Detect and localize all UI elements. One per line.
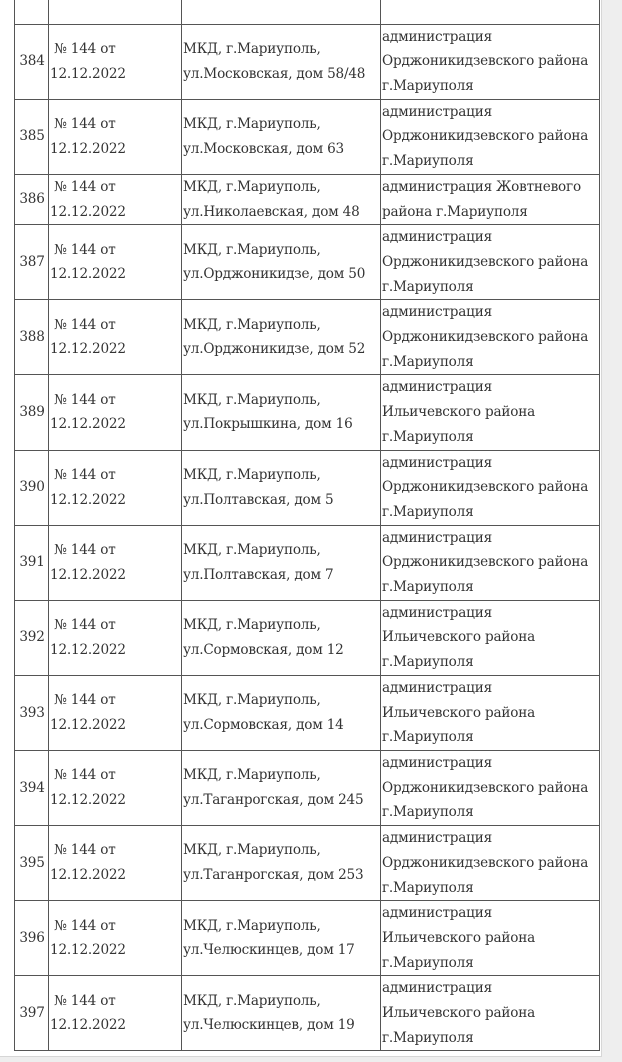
document-ref-cell [49,450,182,525]
address-street: ул.Челюскинцев, дом 19 [183,1017,355,1034]
administration-line: г.Мариуполя [382,278,474,295]
document-date: 12.12.2022 [50,867,126,884]
administration-line: г.Мариуполя [382,954,474,971]
administration-line: администрация [382,304,492,321]
document-ref-cell [49,225,182,300]
document-date: 12.12.2022 [50,566,126,583]
address-city: МКД, г.Мариуполь, [183,241,321,258]
address-cell [182,225,381,300]
document-date: 12.12.2022 [50,266,126,283]
address-street: ул.Николаевская, дом 48 [183,203,360,220]
table-row [15,174,600,224]
administration-line: Ильичевского района [382,929,535,946]
administration-line: администрация [382,754,492,771]
row-number-cell: 397 [15,976,49,1051]
address-cell [182,450,381,525]
table-row [15,600,600,675]
document-ref-cell [49,24,182,99]
registry-table-body [15,0,600,1051]
address-cell [182,826,381,901]
administration-line: Ильичевского района [382,629,535,646]
address-cell [182,0,381,24]
administration-line: администрация [382,830,492,847]
document-date: 12.12.2022 [50,792,126,809]
document-number: № 144 от [54,316,116,333]
administration-cell [381,525,600,600]
table-row [15,826,600,901]
document-number: № 144 от [54,917,116,934]
document-number: № 144 от [54,241,116,258]
document-number: № 144 от [54,617,116,634]
address-cell [182,99,381,174]
document-date: 12.12.2022 [50,65,126,82]
row-number-cell: 387 [15,225,49,300]
administration-line: Орджоникидзевского района [382,854,589,871]
administration-line: района г.Мариуполя [382,203,528,220]
row-number-cell: 384 [15,24,49,99]
administration-line: г.Мариуполя [382,804,474,821]
row-number-cell: 385 [15,99,49,174]
address-city: МКД, г.Мариуполь, [183,316,321,333]
administration-line: г.Мариуполя [382,78,474,94]
document-ref-cell [49,826,182,901]
table-row [15,225,600,300]
row-number-cell: 396 [15,901,49,976]
table-row [15,375,600,450]
address-street: ул.Полтавская, дом 5 [183,491,334,508]
administration-cell [381,174,600,224]
administration-cell [381,99,600,174]
administration-line: Орджоникидзевского района [382,253,589,270]
document-date: 12.12.2022 [50,641,126,658]
administration-line: администрация [382,379,492,396]
address-city: МКД, г.Мариуполь, [183,40,321,57]
administration-line: администрация [382,454,492,471]
address-street: ул.Таганрогская, дом 253 [183,867,364,884]
address-cell [182,375,381,450]
document-date: 12.12.2022 [50,491,126,508]
document-ref-cell [49,0,182,24]
administration-line: г.Мариуполя [382,879,474,896]
administration-cell [381,600,600,675]
address-city: МКД, г.Мариуполь, [183,542,321,558]
administration-line: администрация [382,28,492,45]
administration-line: администрация [382,679,492,696]
administration-line: администрация [382,529,492,546]
administration-line: г.Мариуполя [382,654,474,671]
address-city: МКД, г.Мариуполь, [183,767,321,784]
row-number-cell: 388 [15,300,49,375]
administration-line: Ильичевского района [382,704,535,721]
administration-cell [381,675,600,750]
address-street: ул.Сормовская, дом 12 [183,641,344,658]
document-number: № 144 от [54,992,116,1009]
table-row [15,525,600,600]
administration-line: администрация [382,604,492,621]
address-city: МКД, г.Мариуполь, [183,178,321,195]
address-cell [182,174,381,224]
administration-line: Орджоникидзевского района [382,554,589,571]
table-row [15,976,600,1051]
document-number: № 144 от [54,391,116,408]
document-ref-cell [49,174,182,224]
administration-line: администрация [382,103,492,120]
address-cell [182,976,381,1051]
document-number: № 144 от [54,40,116,57]
table-row [15,300,600,375]
address-cell [182,525,381,600]
table-row [15,450,600,525]
address-city: МКД, г.Мариуполь, [183,692,321,709]
administration-cell [381,750,600,825]
document-date: 12.12.2022 [50,203,126,220]
document-ref-cell [49,600,182,675]
administration-line: администрация [382,905,492,922]
address-cell [182,24,381,99]
document-ref-cell [49,675,182,750]
administration-line: Ильичевского района [382,404,535,421]
document-number: № 144 от [54,466,116,483]
row-number-cell [15,0,49,24]
table-row [15,750,600,825]
table-row-partial [15,0,600,24]
address-cell [182,750,381,825]
document-date: 12.12.2022 [50,140,126,157]
address-street: ул.Полтавская, дом 7 [183,566,334,583]
address-cell [182,901,381,976]
administration-line: г.Мариуполя [382,153,474,170]
table-row [15,99,600,174]
address-street: ул.Челюскинцев, дом 17 [183,942,355,959]
row-number-cell: 395 [15,826,49,901]
administration-line: администрация [382,229,492,246]
administration-cell [381,375,600,450]
address-city: МКД, г.Мариуполь, [183,992,321,1009]
document-number: № 144 от [54,692,116,709]
row-number-cell: 392 [15,600,49,675]
document-ref-cell [49,375,182,450]
administration-cell [381,300,600,375]
administration-line: Орджоникидзевского района [382,779,589,796]
administration-line: Орджоникидзевского района [382,329,589,346]
address-street: ул.Покрышкина, дом 16 [183,416,353,433]
table-row [15,24,600,99]
administration-line: Орджоникидзевского района [382,53,589,70]
administration-cell [381,225,600,300]
administration-line: г.Мариуполя [382,353,474,370]
address-street: ул.Московская, дом 63 [183,140,344,157]
administration-cell [381,901,600,976]
row-number-cell: 393 [15,675,49,750]
row-number-cell: 390 [15,450,49,525]
document-ref-cell [49,300,182,375]
administration-cell [381,24,600,99]
document-number: № 144 от [54,842,116,859]
address-cell [182,675,381,750]
row-number-cell: 386 [15,174,49,224]
document-date: 12.12.2022 [50,416,126,433]
document-number: № 144 от [54,767,116,784]
address-city: МКД, г.Мариуполь, [183,617,321,634]
table-row [15,901,600,976]
administration-line: Орджоникидзевского района [382,128,589,145]
address-cell [182,300,381,375]
address-city: МКД, г.Мариуполь, [183,917,321,934]
address-street: ул.Сормовская, дом 14 [183,716,344,733]
document-ref-cell [49,976,182,1051]
document-ref-cell [49,750,182,825]
address-city: МКД, г.Мариуполь, [183,116,321,133]
row-number-cell: 394 [15,750,49,825]
document-number: № 144 от [54,178,116,195]
address-street: ул.Московская, дом 58/48 [183,65,366,82]
document-date: 12.12.2022 [50,341,126,358]
administration-line: г.Мариуполя [382,579,474,596]
document-ref-cell [49,901,182,976]
administration-line: администрация [382,980,492,997]
administration-cell [381,976,600,1051]
document-ref-cell [49,99,182,174]
administration-cell [381,0,600,24]
administration-line: г.Мариуполя [382,503,474,520]
document-ref-cell [49,525,182,600]
document-number: № 144 от [54,542,116,558]
document-date: 12.12.2022 [50,1017,126,1034]
administration-line: г.Мариуполя [382,1029,474,1046]
address-street: ул.Таганрогская, дом 245 [183,792,364,809]
administration-line: администрация Жовтневого [382,178,581,195]
address-city: МКД, г.Мариуполь, [183,842,321,859]
administration-line: г.Мариуполя [382,729,474,746]
administration-line: Орджоникидзевского района [382,479,589,496]
address-street: ул.Орджоникидзе, дом 50 [183,266,366,283]
administration-cell [381,826,600,901]
registry-table [14,0,600,1051]
administration-cell [381,450,600,525]
document-number: № 144 от [54,116,116,133]
address-city: МКД, г.Мариуполь, [183,466,321,483]
row-number-cell: 389 [15,375,49,450]
administration-line: Ильичевского района [382,1005,535,1022]
address-street: ул.Орджоникидзе, дом 52 [183,341,366,358]
table-row [15,675,600,750]
document-date: 12.12.2022 [50,942,126,959]
administration-line: г.Мариуполя [382,428,474,445]
row-number-cell: 391 [15,525,49,600]
document-date: 12.12.2022 [50,716,126,733]
address-cell [182,600,381,675]
address-city: МКД, г.Мариуполь, [183,391,321,408]
